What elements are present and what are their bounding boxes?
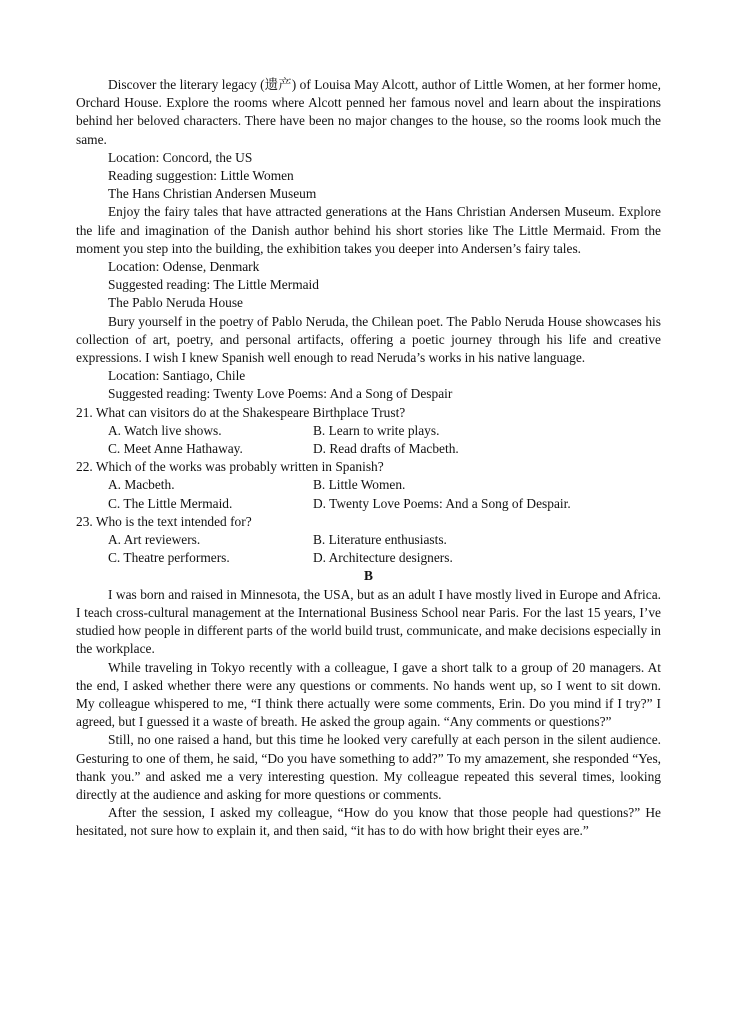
question-23-option-c: C. Theatre performers. xyxy=(108,550,230,566)
neruda-paragraph: Bury yourself in the poetry of Pablo Neruda, the Chilean poet. The Pablo Neruda House showcases his collection of art, poetry, and personal artifacts, offering a poetic journey through his life and creative expressions. I wish I knew Spanish well enough to read Neruda’s works in his native language. xyxy=(76,313,661,366)
question-23-option-a: A. Art reviewers. xyxy=(108,532,201,548)
question-22-options-row-2 xyxy=(76,495,661,513)
question-22-option-a: A. Macbeth. xyxy=(108,477,175,493)
question-21-options-row-2 xyxy=(76,440,661,458)
neruda-title: The Pablo Neruda House xyxy=(108,295,243,311)
alcott-location: Location: Concord, the US xyxy=(108,149,253,165)
question-21-option-a: A. Watch live shows. xyxy=(108,422,222,438)
neruda-location: Location: Santiago, Chile xyxy=(108,368,246,384)
question-21-option-c: C. Meet Anne Hathaway. xyxy=(108,441,243,457)
alcott-reading: Reading suggestion: Little Women xyxy=(108,168,294,184)
question-21-stem: 21. What can visitors do at the Shakespeare Birthplace Trust? xyxy=(76,404,406,420)
passage-b-paragraph-4: After the session, I asked my colleague, “How do you know that those people had questions?” He hesitated, not sure how to explain it, and then said, “it has to do with how bright their eyes are.” xyxy=(76,805,661,839)
question-22-stem: 22. Which of the works was probably written in Spanish? xyxy=(76,459,384,475)
andersen-title: The Hans Christian Andersen Museum xyxy=(108,186,317,202)
document-page xyxy=(76,76,661,841)
question-23-options-row-2 xyxy=(76,549,661,567)
alcott-intro-paragraph: Discover the literary legacy (遗产) of Louisa May Alcott, author of Little Women, at her former home, Orchard House. Explore the rooms where Alcott penned her famous novel and learn about the inspirations behind her beloved characters. There have been no major changes to the house, so the rooms look much the same. xyxy=(76,77,661,147)
question-21-option-d: D. Read drafts of Macbeth. xyxy=(313,441,459,457)
section-b-heading: B xyxy=(364,568,373,584)
question-23-options-row-1 xyxy=(76,531,661,549)
andersen-location: Location: Odense, Denmark xyxy=(108,259,260,275)
andersen-reading: Suggested reading: The Little Mermaid xyxy=(108,277,319,293)
question-23-stem: 23. Who is the text intended for? xyxy=(76,513,252,529)
question-21-options-row-1 xyxy=(76,422,661,440)
question-21-option-b: B. Learn to write plays. xyxy=(313,422,440,438)
andersen-paragraph: Enjoy the fairy tales that have attracted generations at the Hans Christian Andersen Museum. Explore the life and imagination of the Danish author behind his short stories like The Little Mermaid. From the moment you step into the building, the exhibition takes you deeper into Andersen’s fairy tales. xyxy=(76,204,661,256)
question-22-option-b: B. Little Women. xyxy=(313,477,406,493)
passage-b-paragraph-2: While traveling in Tokyo recently with a colleague, I gave a short talk to a group of 20 managers. At the end, I asked whether there were any questions or comments. No hands went up, so I went to sit down. My colleague whispered to me, “I think there actually were some comments, Erin. Do you mind if I try?” I agreed, but I guessed it a waste of breath. He asked the group again. “Any comments or questions?” xyxy=(76,659,661,730)
question-23-option-b: B. Literature enthusiasts. xyxy=(313,532,447,548)
question-22-options-row-1 xyxy=(76,476,661,494)
neruda-reading: Suggested reading: Twenty Love Poems: And a Song of Despair xyxy=(108,386,453,402)
passage-b-paragraph-3: Still, no one raised a hand, but this time he looked very carefully at each person in the silent audience. Gesturing to one of them, he said, “Do you have something to add?” To my amazement, she responded “Yes, thank you.” and asked me a very interesting question. My colleague repeated this several times, looking directly at the audience and asking for more questions or comments. xyxy=(76,732,661,802)
passage-b-paragraph-1: I was born and raised in Minnesota, the USA, but as an adult I have mostly lived in Europe and Africa. I teach cross-cultural management at the International Business School near Paris. For the last 15 years, I’ve studied how people in different parts of the world build trust, communicate, and make decisions especially in the workplace. xyxy=(76,586,661,657)
question-22-option-d: D. Twenty Love Poems: And a Song of Despair. xyxy=(313,495,571,511)
question-22-option-c: C. The Little Mermaid. xyxy=(108,495,233,511)
question-23-option-d: D. Architecture designers. xyxy=(313,550,453,566)
